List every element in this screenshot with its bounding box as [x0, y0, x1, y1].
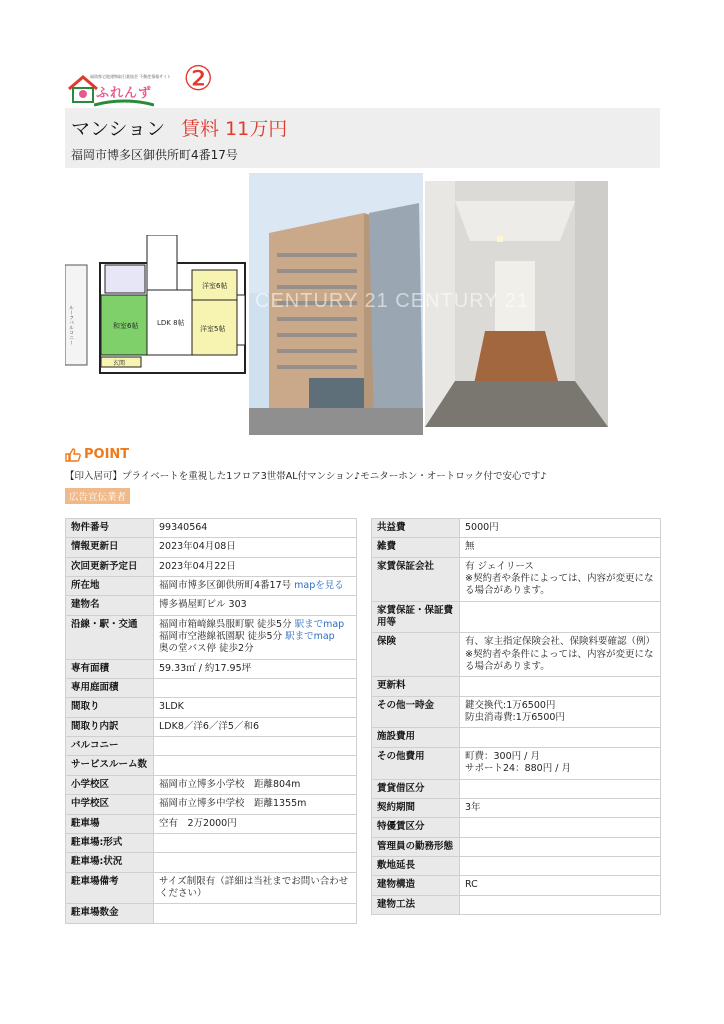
- table-row: [66, 814, 357, 833]
- table-row: [372, 538, 661, 557]
- property-spec-table-left: [65, 518, 357, 924]
- row-label: 小学校区: [66, 775, 154, 794]
- station-map-link-1[interactable]: 駅までmap: [294, 618, 345, 630]
- row-value: 3年: [460, 798, 661, 817]
- guarantor-note: ※契約者や条件によっては、内容が変更になる場合があります。: [465, 573, 654, 597]
- pest-control-fee: 防虫消毒費:1万6500円: [465, 712, 565, 724]
- table-row: [372, 633, 661, 677]
- table-row: [66, 872, 357, 904]
- table-row: [372, 856, 661, 875]
- row-value: [460, 633, 661, 677]
- table-row: [66, 775, 357, 794]
- town-fee: 町費：300円 / 月: [465, 750, 540, 762]
- row-label: 専有面積: [66, 659, 154, 678]
- table-row: [66, 679, 357, 698]
- row-value: 2023年04月08日: [154, 538, 357, 557]
- row-value: [460, 818, 661, 837]
- table-row: [372, 747, 661, 779]
- guarantor-company: 有 ジェイリース: [465, 560, 534, 572]
- row-label: 沿線・駅・交通: [66, 615, 154, 659]
- row-value: [460, 557, 661, 601]
- property-address: 福岡市博多区御供所町4番17号: [71, 148, 238, 162]
- table-row: [372, 798, 661, 817]
- row-label: 家賃保証会社: [372, 557, 460, 601]
- table-row: [66, 737, 357, 756]
- floorplan-youshitsu5: 洋室5帖: [200, 325, 226, 333]
- row-label: 敷地延長: [372, 856, 460, 875]
- row-label: 保険: [372, 633, 460, 677]
- table-row: [66, 756, 357, 775]
- row-value: 無: [460, 538, 661, 557]
- floorplan-ldk: LDK 8帖: [157, 319, 185, 327]
- photo-watermark: CENTURY 21 CENTURY 21: [255, 290, 530, 312]
- row-label: 建物名: [66, 596, 154, 615]
- row-label: 専用庭面積: [66, 679, 154, 698]
- row-value: 福岡市立博多中学校 距離1355m: [154, 795, 357, 814]
- table-row: [66, 519, 357, 538]
- title-box: [65, 108, 660, 168]
- row-value: RC: [460, 876, 661, 895]
- map-link[interactable]: mapを見る: [294, 580, 344, 592]
- floorplan-washitsu: 和室6帖: [113, 322, 139, 330]
- table-row: [66, 615, 357, 659]
- row-value: [154, 756, 357, 775]
- property-type: マンション: [71, 118, 166, 140]
- row-value: [154, 615, 357, 659]
- row-value: [460, 837, 661, 856]
- key-exchange-fee: 鍵交換代:1万6500円: [465, 699, 556, 711]
- table-row: [66, 904, 357, 923]
- logo-text: ふれんず: [96, 86, 153, 101]
- support-fee: サポート24：880円 / 月: [465, 763, 571, 775]
- table-row: [66, 833, 357, 852]
- table-row: [66, 538, 357, 557]
- table-row: [66, 717, 357, 736]
- station-1: 福岡市箱崎線呉服町駅 徒歩5分: [159, 618, 292, 630]
- row-label: バルコニー: [66, 737, 154, 756]
- property-index-badge: ②: [183, 59, 214, 99]
- table-row: [66, 853, 357, 872]
- row-value: 空有 2万2000円: [154, 814, 357, 833]
- table-row: [372, 601, 661, 633]
- station-2: 福岡市空港線祇園駅 徒歩5分: [159, 631, 283, 643]
- thumbs-up-icon: [65, 448, 81, 462]
- ad-agent-badge: 広告宣伝業者: [65, 488, 130, 504]
- row-value: [154, 904, 357, 923]
- row-label: 駐車場備考: [66, 872, 154, 904]
- row-label: 間取り内訳: [66, 717, 154, 736]
- bus-stop: 奥の堂バス停 徒歩2分: [159, 643, 254, 655]
- insurance-note: ※契約者や条件によっては、内容が変更になる場合があります。: [465, 648, 654, 673]
- row-value: 5000円: [460, 519, 661, 538]
- table-row: [372, 728, 661, 747]
- row-label: 管理員の勤務形態: [372, 837, 460, 856]
- row-value: サイズ制限有（詳細は当社までお問い合わせください）: [154, 872, 357, 904]
- row-label: 建物構造: [372, 876, 460, 895]
- rent-price: 賃料 11万円: [181, 118, 288, 140]
- table-row: [372, 837, 661, 856]
- table-row: [372, 779, 661, 798]
- row-label: 共益費: [372, 519, 460, 538]
- row-value: [460, 779, 661, 798]
- row-value: 59.33㎡ / 約17.95坪: [154, 659, 357, 678]
- row-label: 駐車場数金: [66, 904, 154, 923]
- site-logo[interactable]: [66, 72, 171, 106]
- table-row: [372, 519, 661, 538]
- table-row: [372, 876, 661, 895]
- row-value: 博多禍屋町ビル 303: [154, 596, 357, 615]
- row-label: 物件番号: [66, 519, 154, 538]
- row-label: 施設費用: [372, 728, 460, 747]
- row-label: 賃貸借区分: [372, 779, 460, 798]
- row-label: 更新料: [372, 677, 460, 696]
- row-label: サービスルーム数: [66, 756, 154, 775]
- row-label: 特優賃区分: [372, 818, 460, 837]
- table-row: [372, 696, 661, 728]
- row-value: [460, 747, 661, 779]
- table-row: [66, 659, 357, 678]
- insurance-value: 有、家主指定保険会社、保険料要確認（例）: [465, 636, 656, 648]
- row-value: [154, 577, 357, 596]
- table-row: [372, 895, 661, 914]
- row-label: 中学校区: [66, 795, 154, 814]
- row-value: [460, 728, 661, 747]
- table-row: [66, 698, 357, 717]
- row-label: 間取り: [66, 698, 154, 717]
- row-value: [460, 677, 661, 696]
- table-row: [66, 795, 357, 814]
- row-value: LDK8／洋6／洋5／和6: [154, 717, 357, 736]
- row-value: 99340564: [154, 519, 357, 538]
- row-label: その他費用: [372, 747, 460, 779]
- roof-balcony-label: ルーフバルコニー: [68, 305, 74, 345]
- row-value: [154, 853, 357, 872]
- property-spec-table-right: [371, 518, 661, 915]
- row-label: 建物工法: [372, 895, 460, 914]
- address-value: 福岡市博多区御供所町4番17号: [159, 580, 292, 592]
- table-row: [372, 557, 661, 601]
- row-label: 家賃保証・保証費用等: [372, 601, 460, 633]
- point-text: 【印入居可】プライベートを重視した1フロア3世帯AL付マンション♪モニターホン・オートロック付で安心です♪: [65, 471, 547, 482]
- logo-underline-icon: [94, 99, 154, 107]
- station-map-link-2[interactable]: 駅までmap: [285, 631, 335, 643]
- point-heading-label: POINT: [84, 447, 130, 462]
- row-label: 駐車場:状況: [66, 853, 154, 872]
- row-label: その他一時金: [372, 696, 460, 728]
- table-row: [372, 677, 661, 696]
- row-label: 情報更新日: [66, 538, 154, 557]
- table-row: [66, 596, 357, 615]
- row-label: 駐車場:形式: [66, 833, 154, 852]
- row-value: [460, 601, 661, 633]
- row-value: [460, 696, 661, 728]
- row-value: [460, 895, 661, 914]
- table-row: [372, 818, 661, 837]
- table-row: [66, 557, 357, 576]
- row-label: 駐車場: [66, 814, 154, 833]
- point-heading: [65, 447, 129, 462]
- row-value: [154, 737, 357, 756]
- floorplan-youshitsu6: 洋室6帖: [202, 282, 228, 290]
- row-label: 次回更新予定日: [66, 557, 154, 576]
- row-value: [154, 833, 357, 852]
- row-value: 3LDK: [154, 698, 357, 717]
- row-value: [154, 679, 357, 698]
- row-value: [460, 856, 661, 875]
- row-value: 2023年04月22日: [154, 557, 357, 576]
- floorplan-oshiire: 玄関: [113, 360, 126, 367]
- row-value: 福岡市立博多小学校 距離804m: [154, 775, 357, 794]
- floor-plan-image[interactable]: [65, 235, 247, 380]
- logo-tagline: 福岡県宅地建物取引業協会 不動産情報サイト: [90, 74, 171, 79]
- row-label: 所在地: [66, 577, 154, 596]
- row-label: 契約期間: [372, 798, 460, 817]
- table-row: [66, 577, 357, 596]
- row-label: 雑費: [372, 538, 460, 557]
